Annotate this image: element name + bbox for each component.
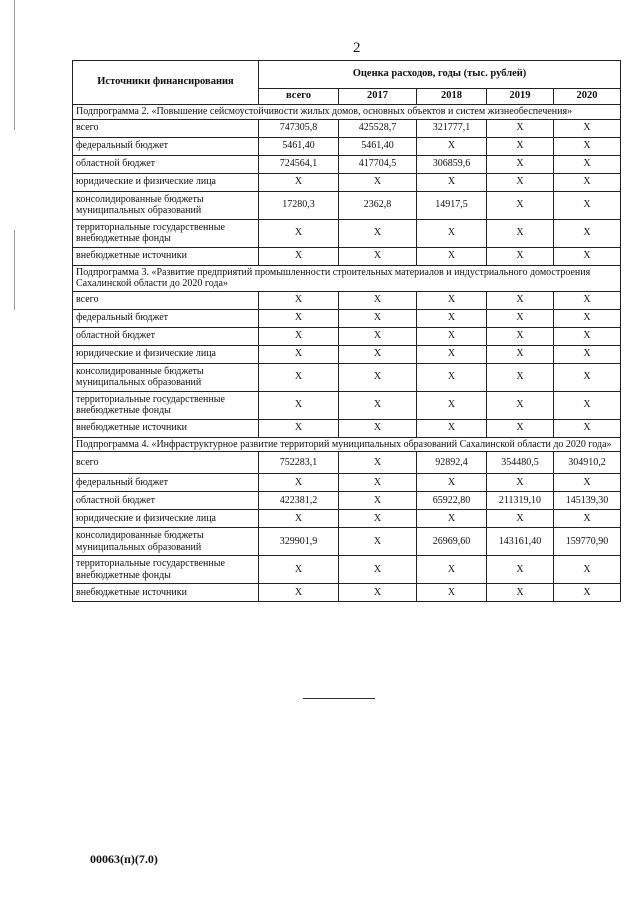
table-body xyxy=(73,105,621,602)
row-label: внебюджетные источники xyxy=(73,247,259,265)
row-label: внебюджетные источники xyxy=(73,584,259,602)
row-value: Х xyxy=(259,363,339,391)
row-label: областной бюджет xyxy=(73,492,259,510)
row-label: территориальные государственные внебюджетные фонды xyxy=(73,391,259,419)
row-value: Х xyxy=(554,327,621,345)
row-value: Х xyxy=(259,584,339,602)
header-year: всего xyxy=(259,89,339,105)
table-row xyxy=(73,528,621,556)
row-value: 143161,40 xyxy=(487,528,554,556)
row-value: Х xyxy=(554,584,621,602)
row-value: Х xyxy=(417,327,487,345)
row-value: 724564,1 xyxy=(259,155,339,173)
table-row xyxy=(73,452,621,474)
row-value: 5461,40 xyxy=(259,137,339,155)
row-label: консолидированные бюджеты муниципальных образований xyxy=(73,528,259,556)
row-value: Х xyxy=(417,219,487,247)
row-value: Х xyxy=(487,155,554,173)
header-year: 2018 xyxy=(417,89,487,105)
row-value: Х xyxy=(339,391,417,419)
row-label: внебюджетные источники xyxy=(73,419,259,437)
row-value: Х xyxy=(487,173,554,191)
row-value: Х xyxy=(417,419,487,437)
row-value: Х xyxy=(487,556,554,584)
page-number: 2 xyxy=(353,40,361,56)
row-value: Х xyxy=(487,191,554,219)
row-value: Х xyxy=(417,510,487,528)
row-label: областной бюджет xyxy=(73,327,259,345)
row-label: юридические и физические лица xyxy=(73,345,259,363)
row-value: Х xyxy=(487,363,554,391)
row-value: 425528,7 xyxy=(339,119,417,137)
header-sources: Источники финансирования xyxy=(73,61,259,105)
row-label: всего xyxy=(73,291,259,309)
table-row xyxy=(73,474,621,492)
row-value: Х xyxy=(339,219,417,247)
row-value: 5461,40 xyxy=(339,137,417,155)
section-title: Подпрограмма 2. «Повышение сейсмоустойчивости жилых домов, основных объектов и систем жизнеобеспечения» xyxy=(73,105,621,120)
row-value: Х xyxy=(487,137,554,155)
row-value: Х xyxy=(339,556,417,584)
row-value: Х xyxy=(487,510,554,528)
header-year: 2017 xyxy=(339,89,417,105)
table-row xyxy=(73,391,621,419)
table-row xyxy=(73,155,621,173)
table-row xyxy=(73,137,621,155)
row-value: 304910,2 xyxy=(554,452,621,474)
row-value: Х xyxy=(554,291,621,309)
table-row xyxy=(73,419,621,437)
table-row xyxy=(73,219,621,247)
row-value: Х xyxy=(487,219,554,247)
row-value: Х xyxy=(417,474,487,492)
row-value: Х xyxy=(259,219,339,247)
header-year: 2019 xyxy=(487,89,554,105)
table-row xyxy=(73,510,621,528)
row-value: 92892,4 xyxy=(417,452,487,474)
row-value: 65922,80 xyxy=(417,492,487,510)
section-row xyxy=(73,265,621,291)
section-row xyxy=(73,437,621,452)
row-value: 26969,60 xyxy=(417,528,487,556)
row-value: Х xyxy=(554,191,621,219)
row-label: всего xyxy=(73,452,259,474)
row-label: территориальные государственные внебюджетные фонды xyxy=(73,556,259,584)
row-value: Х xyxy=(554,556,621,584)
row-value: Х xyxy=(339,327,417,345)
row-value: Х xyxy=(554,345,621,363)
row-value: 306859,6 xyxy=(417,155,487,173)
row-value: Х xyxy=(487,291,554,309)
row-value: Х xyxy=(417,137,487,155)
row-value: 17280,3 xyxy=(259,191,339,219)
row-value: 329901,9 xyxy=(259,528,339,556)
section-title: Подпрограмма 4. «Инфраструктурное развитие территорий муниципальных образований Сахалинской области до 2020 года» xyxy=(73,437,621,452)
row-value: Х xyxy=(259,345,339,363)
table-row xyxy=(73,363,621,391)
row-value: Х xyxy=(339,345,417,363)
row-value: Х xyxy=(339,309,417,327)
row-value: Х xyxy=(339,528,417,556)
header-estimate: Оценка расходов, годы (тыс. рублей) xyxy=(259,61,621,89)
row-value: Х xyxy=(417,391,487,419)
row-value: 752283,1 xyxy=(259,452,339,474)
table-row xyxy=(73,247,621,265)
row-value: 747305,8 xyxy=(259,119,339,137)
row-value: Х xyxy=(417,345,487,363)
row-value: 422381,2 xyxy=(259,492,339,510)
row-value: Х xyxy=(487,345,554,363)
row-value: Х xyxy=(554,510,621,528)
row-value: Х xyxy=(339,363,417,391)
row-label: юридические и физические лица xyxy=(73,510,259,528)
row-value: Х xyxy=(339,419,417,437)
footer-divider xyxy=(303,698,375,699)
row-value: Х xyxy=(339,492,417,510)
row-value: 2362,8 xyxy=(339,191,417,219)
row-value: Х xyxy=(487,474,554,492)
section-title: Подпрограмма 3. «Развитие предприятий промышленности строительных материалов и индустриального домостроения Сахалинской области до 2020 года» xyxy=(73,265,621,291)
row-value: Х xyxy=(417,584,487,602)
row-value: Х xyxy=(554,155,621,173)
row-value: Х xyxy=(417,309,487,327)
table-row xyxy=(73,309,621,327)
row-value: Х xyxy=(554,173,621,191)
row-value: 321777,1 xyxy=(417,119,487,137)
row-value: Х xyxy=(259,419,339,437)
row-label: консолидированные бюджеты муниципальных образований xyxy=(73,363,259,391)
row-value: Х xyxy=(554,137,621,155)
row-value: Х xyxy=(339,584,417,602)
row-label: федеральный бюджет xyxy=(73,309,259,327)
row-value: Х xyxy=(339,474,417,492)
section-row xyxy=(73,105,621,120)
table-row xyxy=(73,173,621,191)
row-label: консолидированные бюджеты муниципальных образований xyxy=(73,191,259,219)
row-value: Х xyxy=(554,363,621,391)
row-value: Х xyxy=(554,419,621,437)
row-value: Х xyxy=(259,474,339,492)
financing-table xyxy=(72,60,621,602)
table-row xyxy=(73,345,621,363)
row-value: Х xyxy=(417,291,487,309)
table-row xyxy=(73,191,621,219)
margin-rule xyxy=(14,230,15,310)
row-label: федеральный бюджет xyxy=(73,474,259,492)
row-value: Х xyxy=(259,510,339,528)
row-value: Х xyxy=(259,327,339,345)
row-value: Х xyxy=(554,219,621,247)
row-value: 14917,5 xyxy=(417,191,487,219)
row-value: 145139,30 xyxy=(554,492,621,510)
table-row xyxy=(73,291,621,309)
row-value: Х xyxy=(259,309,339,327)
row-value: Х xyxy=(259,291,339,309)
row-value: Х xyxy=(554,391,621,419)
row-value: Х xyxy=(259,247,339,265)
row-value: Х xyxy=(487,119,554,137)
row-value: Х xyxy=(339,247,417,265)
row-value: Х xyxy=(554,474,621,492)
row-value: Х xyxy=(554,119,621,137)
row-value: Х xyxy=(339,452,417,474)
row-value: Х xyxy=(554,247,621,265)
row-value: Х xyxy=(417,247,487,265)
row-value: Х xyxy=(487,419,554,437)
row-value: Х xyxy=(339,173,417,191)
row-label: юридические и физические лица xyxy=(73,173,259,191)
row-label: территориальные государственные внебюджетные фонды xyxy=(73,219,259,247)
row-value: Х xyxy=(487,247,554,265)
row-value: 211319,10 xyxy=(487,492,554,510)
row-value: Х xyxy=(339,510,417,528)
row-value: Х xyxy=(487,327,554,345)
row-value: Х xyxy=(259,556,339,584)
row-value: Х xyxy=(417,363,487,391)
row-value: Х xyxy=(259,173,339,191)
row-value: Х xyxy=(487,309,554,327)
row-label: областной бюджет xyxy=(73,155,259,173)
document-code: 00063(п)(7.0) xyxy=(90,852,158,866)
header-year: 2020 xyxy=(554,89,621,105)
row-value: Х xyxy=(259,391,339,419)
row-label: федеральный бюджет xyxy=(73,137,259,155)
row-value: Х xyxy=(554,309,621,327)
row-value: 159770,90 xyxy=(554,528,621,556)
row-value: 354480,5 xyxy=(487,452,554,474)
table-row xyxy=(73,556,621,584)
row-value: Х xyxy=(339,291,417,309)
row-value: Х xyxy=(487,584,554,602)
table-row xyxy=(73,119,621,137)
row-label: всего xyxy=(73,119,259,137)
row-value: Х xyxy=(417,173,487,191)
table-row xyxy=(73,492,621,510)
row-value: 417704,5 xyxy=(339,155,417,173)
table-row xyxy=(73,327,621,345)
row-value: Х xyxy=(487,391,554,419)
margin-rule xyxy=(14,0,15,130)
table-row xyxy=(73,584,621,602)
row-value: Х xyxy=(417,556,487,584)
